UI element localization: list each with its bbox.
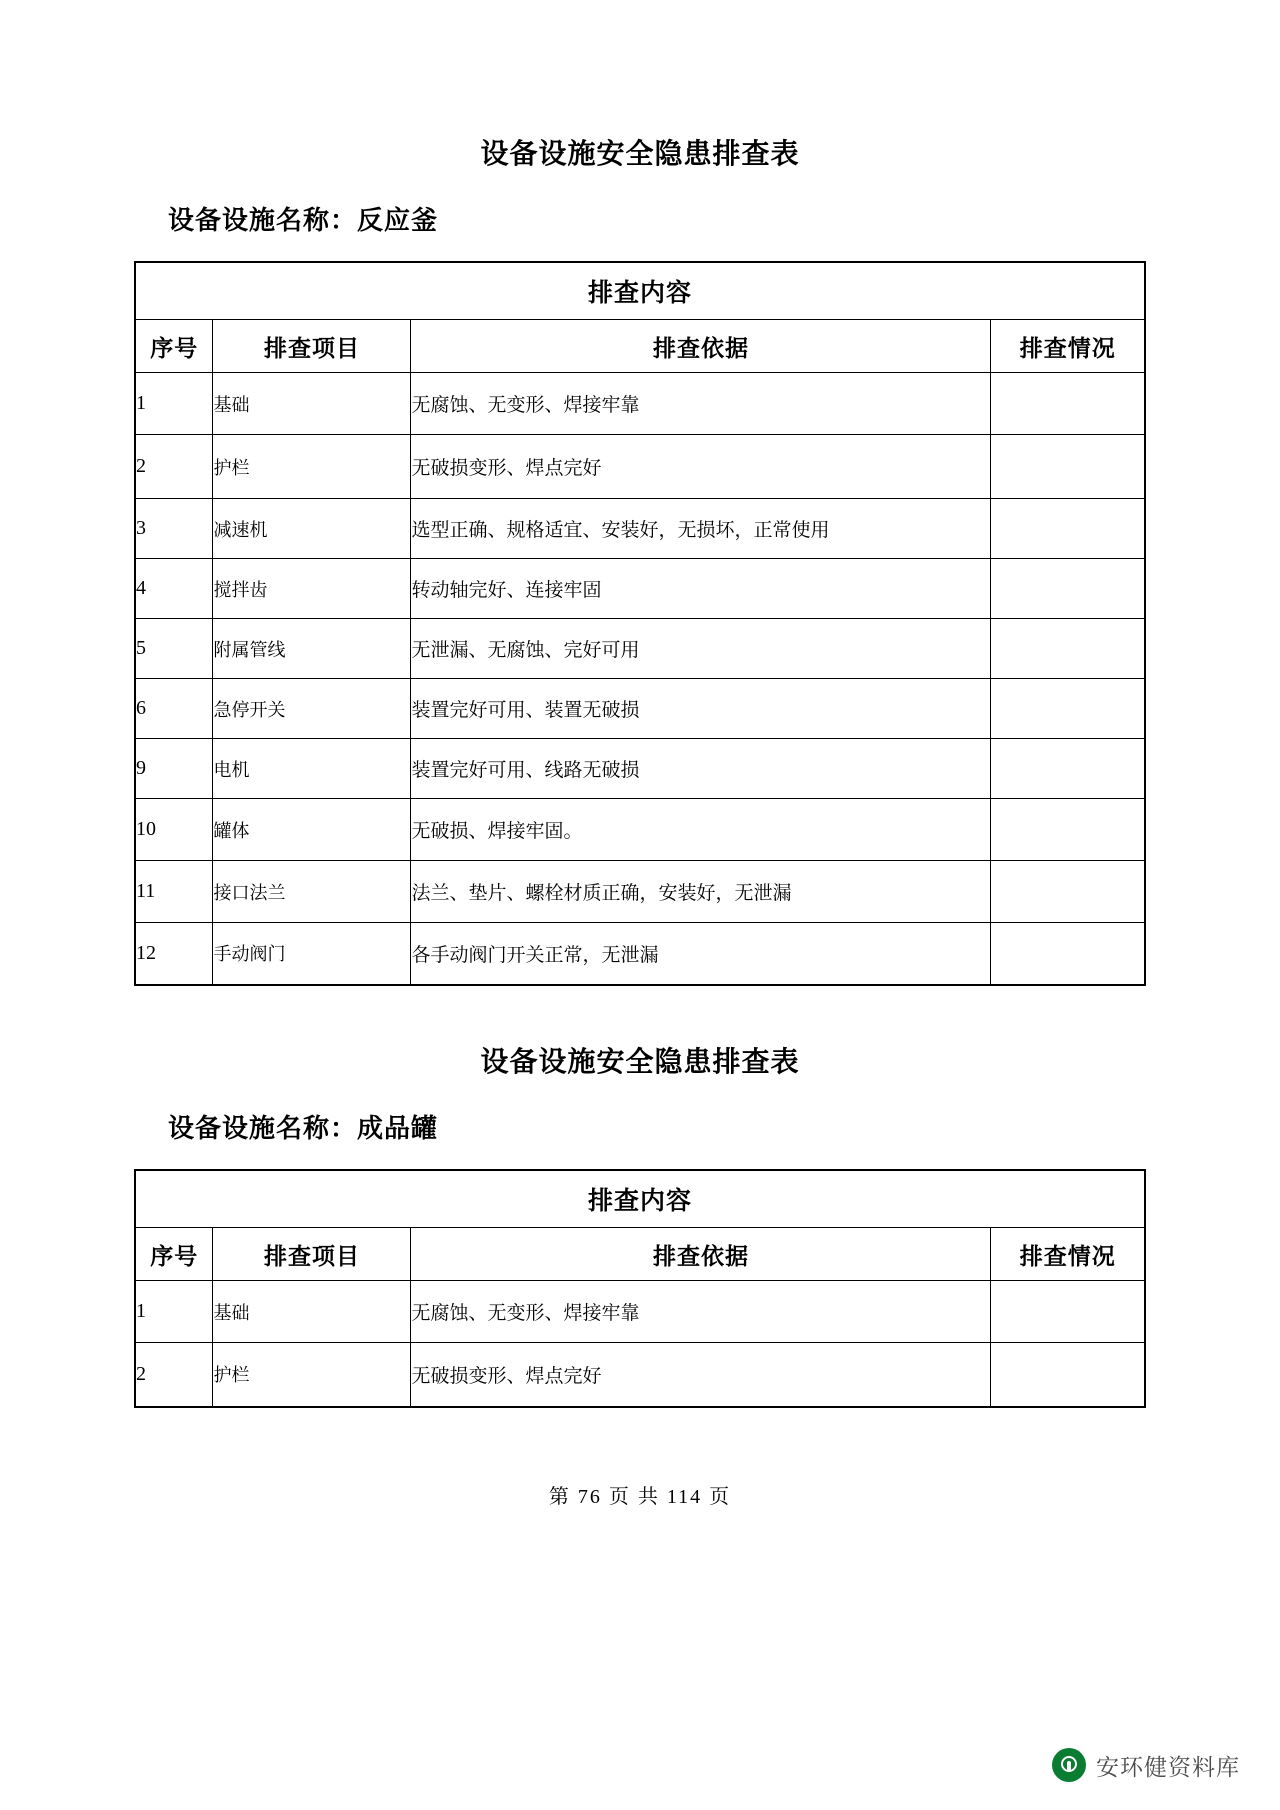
- cell-no: 6: [135, 679, 213, 739]
- cell-item: 减速机: [213, 499, 411, 559]
- cell-result[interactable]: [991, 559, 1145, 619]
- cell-result[interactable]: [991, 739, 1145, 799]
- cell-item: 附属管线: [213, 619, 411, 679]
- cell-basis: 无腐蚀、无变形、焊接牢靠: [411, 1281, 991, 1343]
- table-row: [135, 1343, 1145, 1407]
- cell-no: 2: [135, 1343, 213, 1407]
- page-title-2: 设备设施安全隐患排查表: [480, 1047, 800, 1078]
- cell-no: 4: [135, 559, 213, 619]
- cell-basis: 各手动阀门开关正常，无泄漏: [411, 923, 991, 985]
- table-row: [135, 1281, 1145, 1343]
- cell-basis: 装置完好可用、装置无破损: [411, 679, 991, 739]
- table-wrapper-2: [0, 1169, 1280, 1408]
- header-no-1: 序号: [135, 320, 213, 373]
- cell-item: 护栏: [213, 435, 411, 499]
- cell-result[interactable]: [991, 679, 1145, 739]
- cell-basis: 无破损、焊接牢固。: [411, 799, 991, 861]
- cell-result[interactable]: [991, 861, 1145, 923]
- header-result-1: 排查情况: [991, 320, 1145, 373]
- cell-item: 护栏: [213, 1343, 411, 1407]
- cell-item: 基础: [213, 1281, 411, 1343]
- table-band-label-2: 排查内容: [135, 1170, 1145, 1228]
- cell-no: 3: [135, 499, 213, 559]
- header-item-2: 排查项目: [213, 1228, 411, 1281]
- cell-basis: 装置完好可用、线路无破损: [411, 739, 991, 799]
- section-product-tank: [0, 1040, 1280, 1408]
- cell-no: 1: [135, 373, 213, 435]
- equipment-name-value-1: 反应釜: [357, 206, 439, 235]
- header-item-1: 排查项目: [213, 320, 411, 373]
- table-band-row: [135, 262, 1145, 320]
- header-no-2: 序号: [135, 1228, 213, 1281]
- table-row: [135, 799, 1145, 861]
- header-basis-2: 排查依据: [411, 1228, 991, 1281]
- table-header-row: [135, 1228, 1145, 1281]
- cell-item: 急停开关: [213, 679, 411, 739]
- equipment-name-label-2: 设备设施名称：: [168, 1114, 358, 1143]
- table-header-row: [135, 320, 1145, 373]
- header-basis-1: 排查依据: [411, 320, 991, 373]
- cell-basis: 选型正确、规格适宜、安装好，无损坏，正常使用: [411, 499, 991, 559]
- header-result-2: 排查情况: [991, 1228, 1145, 1281]
- watermark: [1052, 1748, 1240, 1782]
- page-footer: 第 76 页 共 114 页: [548, 1486, 732, 1508]
- table-wrapper-1: [0, 261, 1280, 986]
- equipment-name-label-1: 设备设施名称：: [168, 206, 358, 235]
- table-row: [135, 619, 1145, 679]
- equipment-name-line-1: [0, 200, 1280, 237]
- cell-result[interactable]: [991, 619, 1145, 679]
- cell-result[interactable]: [991, 373, 1145, 435]
- cell-basis: 无破损变形、焊点完好: [411, 435, 991, 499]
- table-row: [135, 499, 1145, 559]
- cell-item: 手动阀门: [213, 923, 411, 985]
- page-title-1: 设备设施安全隐患排查表: [480, 139, 800, 170]
- cell-basis: 无泄漏、无腐蚀、完好可用: [411, 619, 991, 679]
- table-row: [135, 559, 1145, 619]
- table-row: [135, 861, 1145, 923]
- cell-result[interactable]: [991, 1343, 1145, 1407]
- cell-no: 12: [135, 923, 213, 985]
- cell-item: 罐体: [213, 799, 411, 861]
- inspection-table-1: [134, 261, 1146, 986]
- cell-basis: 转动轴完好、连接牢固: [411, 559, 991, 619]
- cell-no: 11: [135, 861, 213, 923]
- section-reactor: [0, 132, 1280, 986]
- cell-item: 基础: [213, 373, 411, 435]
- inspection-table-2: [134, 1169, 1146, 1408]
- cell-basis: 法兰、垫片、螺栓材质正确，安装好，无泄漏: [411, 861, 991, 923]
- cell-no: 2: [135, 435, 213, 499]
- cell-no: 10: [135, 799, 213, 861]
- table-row: [135, 373, 1145, 435]
- table-row: [135, 923, 1145, 985]
- table-row: [135, 679, 1145, 739]
- cell-item: 接口法兰: [213, 861, 411, 923]
- cell-item: 搅拌齿: [213, 559, 411, 619]
- cell-item: 电机: [213, 739, 411, 799]
- cell-result[interactable]: [991, 1281, 1145, 1343]
- equipment-name-value-2: 成品罐: [357, 1114, 439, 1143]
- cell-result[interactable]: [991, 499, 1145, 559]
- cell-basis: 无腐蚀、无变形、焊接牢靠: [411, 373, 991, 435]
- cell-result[interactable]: [991, 923, 1145, 985]
- table-row: [135, 739, 1145, 799]
- equipment-name-line-2: [0, 1108, 1280, 1145]
- watermark-label: 安环健资料库: [1096, 1753, 1240, 1780]
- cell-basis: 无破损变形、焊点完好: [411, 1343, 991, 1407]
- table-band-label-1: 排查内容: [135, 262, 1145, 320]
- cell-result[interactable]: [991, 799, 1145, 861]
- table-row: [135, 435, 1145, 499]
- cell-result[interactable]: [991, 435, 1145, 499]
- cell-no: 1: [135, 1281, 213, 1343]
- table-band-row: [135, 1170, 1145, 1228]
- cell-no: 9: [135, 739, 213, 799]
- wechat-official-account-icon: [1052, 1748, 1086, 1782]
- cell-no: 5: [135, 619, 213, 679]
